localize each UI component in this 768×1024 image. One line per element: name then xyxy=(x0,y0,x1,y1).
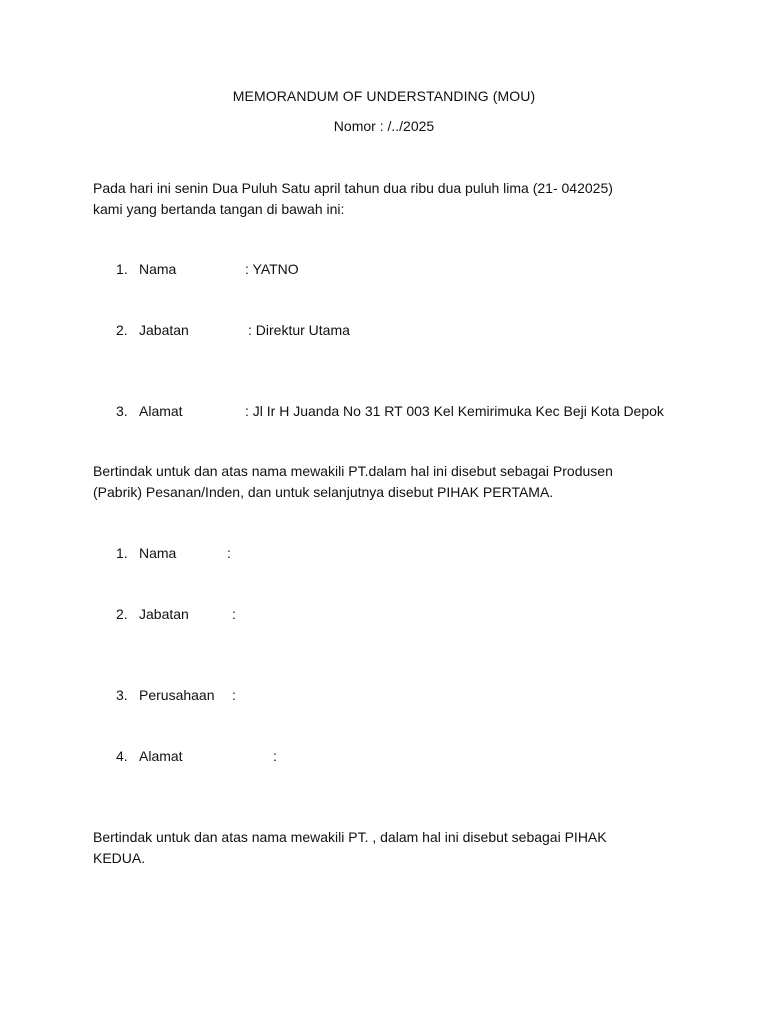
second-party-statement-line-1: Bertindak untuk dan atas nama mewakili PT. , dalam hal ini disebut sebagai PIHAK xyxy=(93,829,607,845)
item-value: : YATNO xyxy=(245,261,299,277)
document-number: Nomor : /../2025 xyxy=(333,118,435,134)
first-party-statement-line-1: Bertindak untuk dan atas nama mewakili PT.dalam hal ini disebut sebagai Produsen xyxy=(93,463,613,479)
item-number: 1. xyxy=(116,261,128,277)
item-value: : xyxy=(232,687,236,703)
first-party-statement-line-2: (Pabrik) Pesanan/Inden, dan untuk selanjutnya disebut PIHAK PERTAMA. xyxy=(93,484,554,500)
item-value: : Direktur Utama xyxy=(248,322,350,338)
item-number: 3. xyxy=(116,687,128,703)
item-value: : Jl Ir H Juanda No 31 RT 003 Kel Kemirimuka Kec Beji Kota Depok xyxy=(245,403,664,419)
item-label: Nama xyxy=(139,545,177,561)
item-number: 2. xyxy=(116,606,128,622)
intro-line-2: kami yang bertanda tangan di bawah ini: xyxy=(93,201,345,217)
item-label: Jabatan xyxy=(139,322,189,338)
item-number: 2. xyxy=(116,322,128,338)
item-number: 1. xyxy=(116,545,128,561)
item-label: Nama xyxy=(139,261,177,277)
item-label: Alamat xyxy=(139,403,183,419)
second-party-statement xyxy=(93,827,683,869)
first-party-statement xyxy=(93,461,683,503)
intro-line-1: Pada hari ini senin Dua Puluh Satu april tahun dua ribu dua puluh lima (21- 042025) xyxy=(93,180,613,196)
second-party-statement-line-2: KEDUA. xyxy=(93,850,146,866)
item-label: Jabatan xyxy=(139,606,189,622)
document-title: MEMORANDUM OF UNDERSTANDING (MOU) xyxy=(232,88,536,104)
intro-paragraph xyxy=(93,178,683,220)
item-value: : xyxy=(227,545,231,561)
item-number: 3. xyxy=(116,403,128,419)
item-label: Perusahaan xyxy=(139,687,215,703)
item-number: 4. xyxy=(116,748,128,764)
item-label: Alamat xyxy=(139,748,183,764)
item-value: : xyxy=(232,606,236,622)
item-value: : xyxy=(273,748,277,764)
